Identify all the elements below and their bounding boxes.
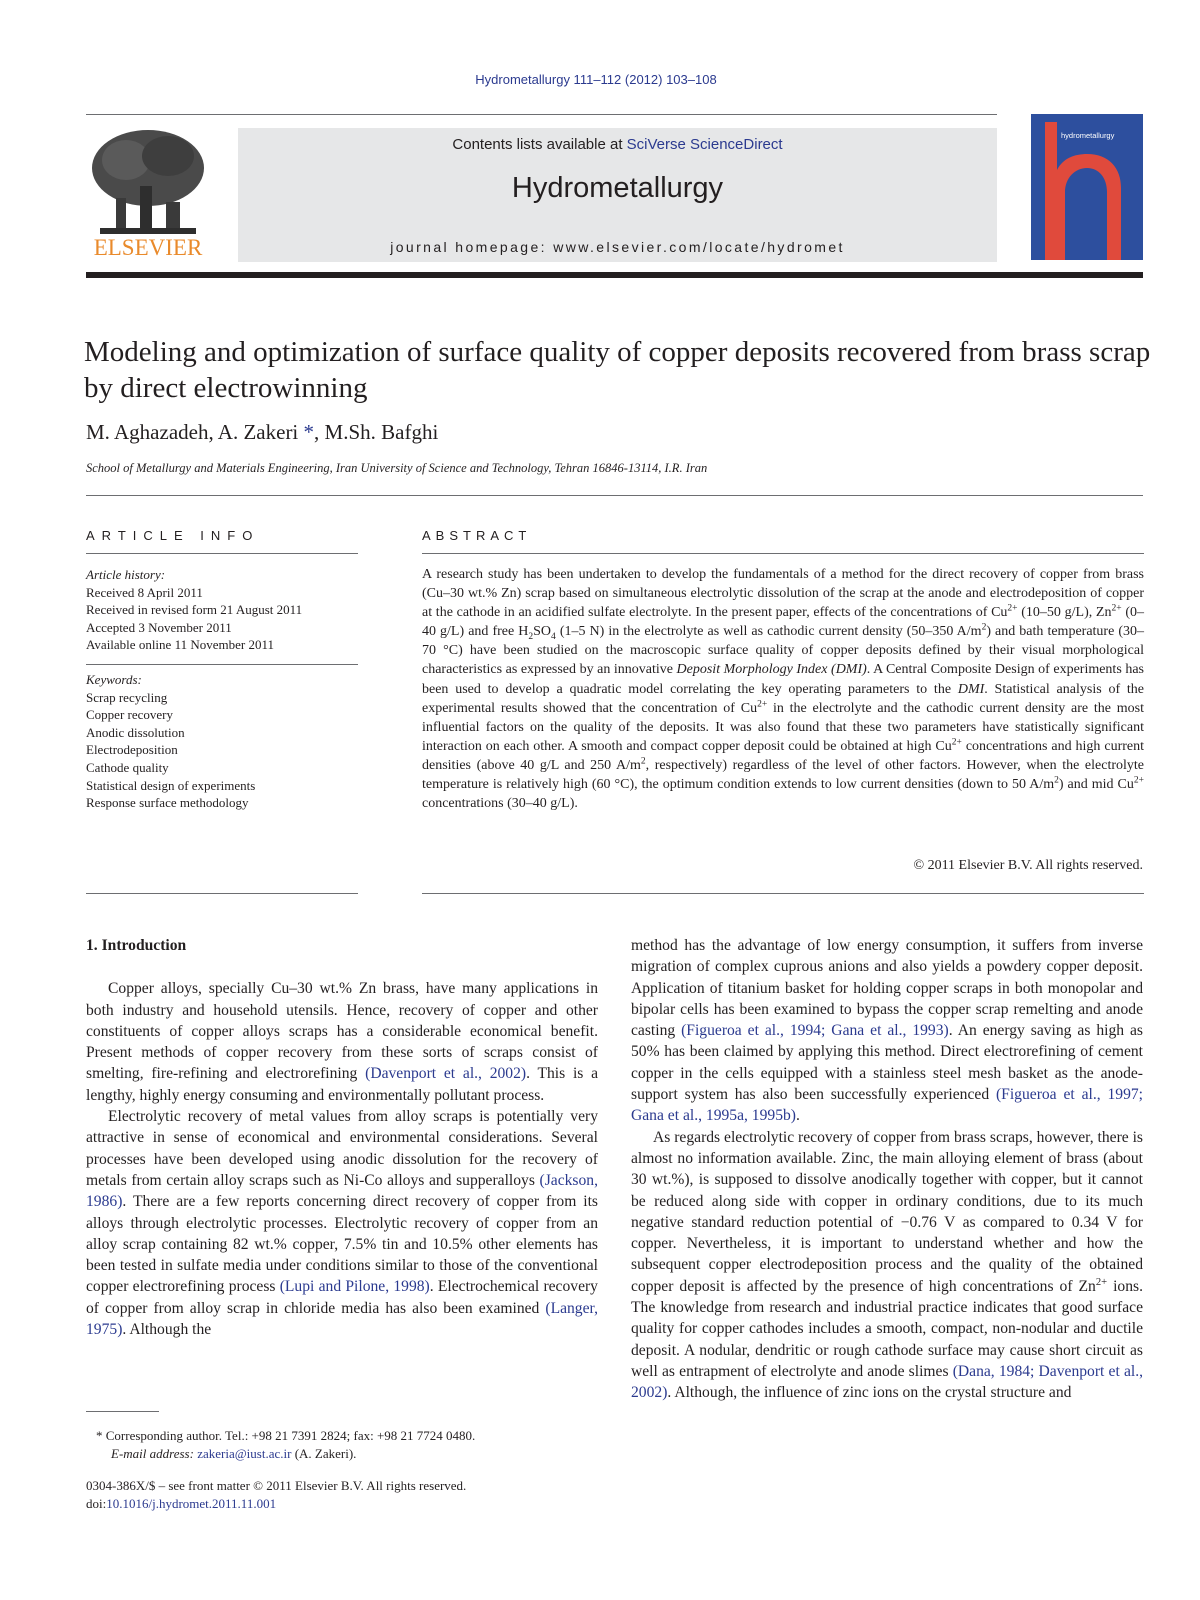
keywords-rule bbox=[86, 664, 358, 665]
history-label: Article history: bbox=[86, 567, 166, 582]
title-rule bbox=[86, 495, 1143, 496]
footnote-rule bbox=[86, 1411, 159, 1412]
corresponding-author-link[interactable]: * bbox=[303, 420, 315, 444]
journal-name: Hydrometallurgy bbox=[511, 172, 724, 204]
elsevier-logo bbox=[86, 124, 210, 260]
keywords-label: Keywords: bbox=[86, 672, 142, 687]
author-list bbox=[86, 420, 438, 445]
contents-prefix: Contents lists available at bbox=[452, 136, 627, 153]
article-info-rule bbox=[86, 553, 358, 554]
section-heading-introduction: 1. Introduction bbox=[86, 937, 187, 954]
keyword-item: Cathode quality bbox=[86, 759, 169, 775]
keywords bbox=[86, 671, 358, 812]
abstract-rule bbox=[422, 553, 1144, 554]
citation-link[interactable]: (Figueroa et al., 1997; Gana et al., 1995a, 1995b) bbox=[631, 1086, 1144, 1125]
citation-link[interactable]: (Lupi and Pilone, 1998) bbox=[279, 1278, 430, 1296]
footnote-email: E-mail address: zakeria@iust.ac.ir (A. Zakeri). bbox=[111, 1446, 357, 1461]
doi-link[interactable]: 10.1016/j.hydromet.2011.11.001 bbox=[106, 1496, 277, 1511]
header-rule bbox=[86, 114, 997, 115]
body-paragraph: Copper alloys, specially Cu–30 wt.% Zn brass, have many applications in both industry and household utensils. Hence, recovery of copper and other constituents of copper alloys scraps has a considerable economical benefit. Present methods of copper recovery from these sorts of scraps consist of smelting, fire-refining and electrorefining (Davenport et al., 2002). This is a lengthy, highly energy consuming and environmentally pollutant process. bbox=[86, 980, 599, 1104]
citation-link[interactable]: (Figueroa et al., 1994; Gana et al., 1993) bbox=[681, 1022, 949, 1040]
corresponding-author-footnote bbox=[96, 1427, 616, 1463]
journal-header bbox=[238, 128, 997, 262]
header-thick-rule bbox=[86, 272, 1143, 278]
keyword-item: Electrodeposition bbox=[86, 742, 178, 758]
body-paragraph: As regards electrolytic recovery of copper from brass scraps, however, there is almost no information available. Zinc, the main alloying element of brass (about 30 wt.%), is supposed to dissolve anodically together with copper, but it cannot be reduced along side with copper in ordinary conditions, due to its much negative standard reduction potential of −0.76 V as compared to 0.34 V for copper. Nevertheless, it is important to understand whether and how the subsequent copper electrodeposition process and the quality of the obtained copper deposit is affected by the presence of high concentrations of $Zn^{2+}$ ions. The knowledge from research and industrial practice indicates that good surface quality for copper cathodes includes a smooth, compact, non-nodular and ductile deposit. A nodular, dendritic or rough cathode surface may cause short circuit as well as entrapment of electrolyte and anode slimes (Dana, 1984; Davenport et al., 2002). Although, the influence of zinc ions on the crystal structure and bbox=[631, 1128, 1143, 1402]
history-revised: Received in revised form 21 August 2011 bbox=[86, 602, 303, 618]
citation-link[interactable]: (Jackson, 1986) bbox=[86, 1171, 598, 1211]
footnote-contact: * Corresponding author. Tel.: +98 21 7391 2824; fax: +98 21 7724 0480. bbox=[96, 1428, 476, 1443]
keyword-item: Scrap recycling bbox=[86, 689, 168, 705]
keyword-item: Anodic dissolution bbox=[86, 724, 185, 740]
body-paragraph: method has the advantage of low energy consumption, it suffers from inverse migration of complex cuprous anions and also yields a powdery copper deposit. Application of titanium basket for holding copper scraps in both monopolar and bipolar cells has been examined to bypass the copper scrap remelting and anode casting (Figueroa et al., 1994; Gana et al., 1993). An energy saving as high as 50% has been claimed by applying this method. Direct electrorefining of cement copper in the cells equipped with a stainless steel mesh basket as the anode-support system has also been successfully experienced (Figueroa et al., 1997; Gana et al., 1995a, 1995b). bbox=[631, 937, 1144, 1125]
article-info-heading: ARTICLE INFO bbox=[86, 528, 260, 543]
keyword-item: Copper recovery bbox=[86, 707, 173, 723]
authors-last: , M.Sh. Bafghi bbox=[314, 420, 439, 444]
front-matter bbox=[86, 1477, 466, 1513]
history-online: Available online 11 November 2011 bbox=[86, 637, 274, 653]
body-paragraph: Electrolytic recovery of metal values from alloy scraps is potentially very attractive in sense of economical and environmental considerations. Several processes have been developed using anodic dissolution for the recovery of metals from certain alloy scraps such as Ni-Co alloys and supperalloys (Jackson, 1986). There are a few reports concerning direct recovery of copper from its alloys through electrolytic processes. Electrolytic recovery of copper from an alloy scrap containing 82 wt.% copper, 7.5% tin and 10.5% other elements has been tested in sulfate media under conditions similar to those of the conventional copper electrorefining process (Lupi and Pilone, 1998). Electrochemical recovery of copper from alloy scrap in chloride media has also been examined (Langer, 1975). Although the bbox=[86, 1108, 598, 1339]
article-title: Modeling and optimization of surface quality of copper deposits recovered from brass scrap by direct electrowinning bbox=[84, 336, 1151, 404]
tree-icon bbox=[92, 130, 204, 234]
history-received: Received 8 April 2011 bbox=[86, 584, 203, 600]
contents-line bbox=[238, 136, 997, 153]
abstract-copyright: © 2011 Elsevier B.V. All rights reserved. bbox=[913, 858, 1143, 873]
keyword-item: Statistical design of experiments bbox=[86, 777, 256, 793]
citation-link[interactable]: (Dana, 1984; Davenport et al., 2002) bbox=[631, 1362, 1143, 1402]
citation-link[interactable]: (Davenport et al., 2002) bbox=[365, 1065, 527, 1083]
affiliation: School of Metallurgy and Materials Engineering, Iran University of Science and Technology, Tehran 16846-13114, I.R. Iran bbox=[86, 461, 708, 475]
citation-link[interactable]: (Langer, 1975) bbox=[86, 1299, 598, 1339]
history-accepted: Accepted 3 November 2011 bbox=[86, 619, 232, 635]
journal-citation[interactable]: Hydrometallurgy 111–112 (2012) 103–108 bbox=[475, 72, 717, 87]
abstract-text: A research study has been undertaken to develop the fundamentals of a method for the direct recovery of copper from brass (Cu–30 wt.% Zn) scrap based on simultaneous electrolytic dissolution of the scrap at the anode and electrodeposition of copper at the cathode in an acidified sulfate electrolyte. In the present paper, effects of the concentrations of $Cu^{2+}$ (10–50 g/L), $Zn^{2+}$ (0–40 g/L) and free $H_2SO_4$ (1–5 N) in the electrolyte as well as cathodic current density (50–350 $A/m^2$) and bath temperature (30–70 °C) have been studied on the macroscopic surface quality of copper deposits defined by their visual morphological characteristics as expressed by an innovative Deposit Morphology Index (DMI). A Central Composite Design of experiments has been used to develop a quadratic model correlating the key operating parameters to the DMI. Statistical analysis of the experimental results showed that the concentration of $Cu^{2+}$ in the electrolyte and the cathodic current density are the most influential factors on the quality of the deposits. It was also found that these two parameters have statistically significant interaction on each other. A smooth and compact copper deposit could be obtained at high $Cu^{2+}$ concentrations and high current densities (above 40 g/L and 250 $A/m^2$, respectively) regardless of the level of other factors. However, when the electrolyte temperature is relatively high (60 °C), the optimum condition extends to low current densities (down to 50 $A/m^2$) and mid $Cu^{2+}$ concentrations (30–40 g/L). bbox=[422, 567, 1145, 812]
elsevier-wordmark: ELSEVIER bbox=[93, 235, 203, 260]
email-link[interactable]: zakeria@iust.ac.ir bbox=[197, 1446, 292, 1461]
homepage-prefix: journal homepage: bbox=[390, 239, 554, 255]
journal-cover-thumbnail[interactable] bbox=[1031, 114, 1143, 260]
sciencedirect-link[interactable]: SciVerse ScienceDirect bbox=[626, 136, 783, 153]
keyword-item: Response surface methodology bbox=[86, 795, 249, 811]
doi-line: doi:10.1016/j.hydromet.2011.11.001 bbox=[86, 1496, 277, 1511]
body-column-left bbox=[86, 935, 598, 1340]
abstract-heading: ABSTRACT bbox=[422, 528, 532, 543]
journal-homepage bbox=[238, 239, 997, 255]
body-column-right bbox=[631, 935, 1143, 1404]
article-info-bottom-rule bbox=[86, 893, 358, 894]
authors-first: M. Aghazadeh, A. Zakeri bbox=[86, 420, 304, 444]
cover-title: hydrometallurgy bbox=[1061, 131, 1115, 140]
article-history bbox=[86, 566, 358, 654]
homepage-link[interactable]: www.elsevier.com/locate/hydromet bbox=[553, 239, 845, 255]
abstract-bottom-rule bbox=[422, 893, 1144, 894]
issn-line: 0304-386X/$ – see front matter © 2011 Elsevier B.V. All rights reserved. bbox=[86, 1478, 467, 1493]
